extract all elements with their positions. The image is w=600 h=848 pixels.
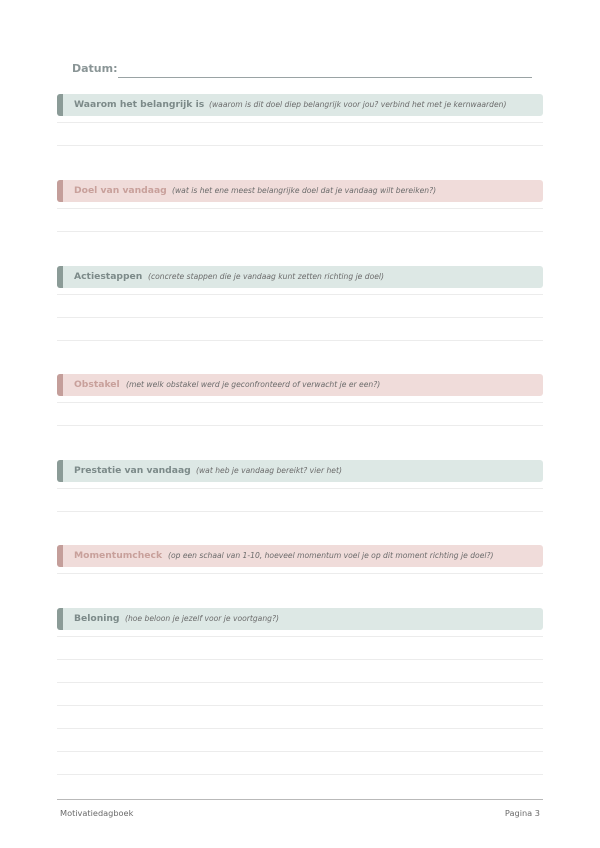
section-title: Waarom het belangrijk is xyxy=(74,99,205,110)
section-hint: (op een schaal van 1-10, hoeveel momentum voel je op dit moment richting je doel?) xyxy=(168,551,494,560)
section-hint: (hoe beloon je jezelf voor je voortgang?) xyxy=(125,614,279,623)
writing-line[interactable] xyxy=(57,145,543,146)
section-obstacle xyxy=(57,374,543,396)
writing-line[interactable] xyxy=(57,751,543,752)
section-accent-bar xyxy=(57,608,63,630)
writing-line[interactable] xyxy=(57,728,543,729)
writing-line[interactable] xyxy=(57,340,543,341)
footer-page-number: Pagina 3 xyxy=(504,808,540,818)
section-hint: (met welk obstakel werd je geconfronteerd of verwacht je er een?) xyxy=(126,380,381,389)
section-title: Beloning xyxy=(74,613,120,624)
section-todays-achievement xyxy=(57,460,543,482)
section-momentum-check xyxy=(57,545,543,567)
writing-line[interactable] xyxy=(57,122,543,123)
date-label: Datum: xyxy=(72,62,118,75)
section-accent-bar xyxy=(57,460,63,482)
section-accent-bar xyxy=(57,374,63,396)
writing-line[interactable] xyxy=(57,511,543,512)
writing-line[interactable] xyxy=(57,231,543,232)
section-hint: (wat is het ene meest belangrijke doel dat je vandaag wilt bereiken?) xyxy=(172,186,437,195)
section-accent-bar xyxy=(57,94,63,116)
footer-divider xyxy=(57,799,543,800)
writing-line[interactable] xyxy=(57,774,543,775)
writing-line[interactable] xyxy=(57,636,543,637)
writing-line[interactable] xyxy=(57,488,543,489)
section-accent-bar xyxy=(57,266,63,288)
section-why-important xyxy=(57,94,543,116)
date-input-line[interactable] xyxy=(118,77,532,78)
footer-journal-name: Motivatiedagboek xyxy=(60,808,134,818)
section-action-steps xyxy=(57,266,543,288)
section-hint: (wat heb je vandaag bereikt? vier het) xyxy=(196,466,342,475)
writing-line[interactable] xyxy=(57,573,543,574)
section-hint: (concrete stappen die je vandaag kunt zetten richting je doel) xyxy=(148,272,384,281)
writing-line[interactable] xyxy=(57,659,543,660)
section-title: Momentumcheck xyxy=(74,550,163,561)
section-reward xyxy=(57,608,543,630)
section-title: Actiestappen xyxy=(74,271,143,282)
writing-line[interactable] xyxy=(57,317,543,318)
writing-line[interactable] xyxy=(57,208,543,209)
section-hint: (waarom is dit doel diep belangrijk voor jou? verbind het met je kernwaarden) xyxy=(209,100,507,109)
date-row xyxy=(72,62,532,80)
section-accent-bar xyxy=(57,545,63,567)
section-title: Obstakel xyxy=(74,379,120,390)
section-accent-bar xyxy=(57,180,63,202)
section-title: Prestatie van vandaag xyxy=(74,465,191,476)
writing-line[interactable] xyxy=(57,682,543,683)
writing-line[interactable] xyxy=(57,705,543,706)
writing-line[interactable] xyxy=(57,425,543,426)
writing-line[interactable] xyxy=(57,402,543,403)
section-title: Doel van vandaag xyxy=(74,185,167,196)
writing-line[interactable] xyxy=(57,294,543,295)
section-todays-goal xyxy=(57,180,543,202)
